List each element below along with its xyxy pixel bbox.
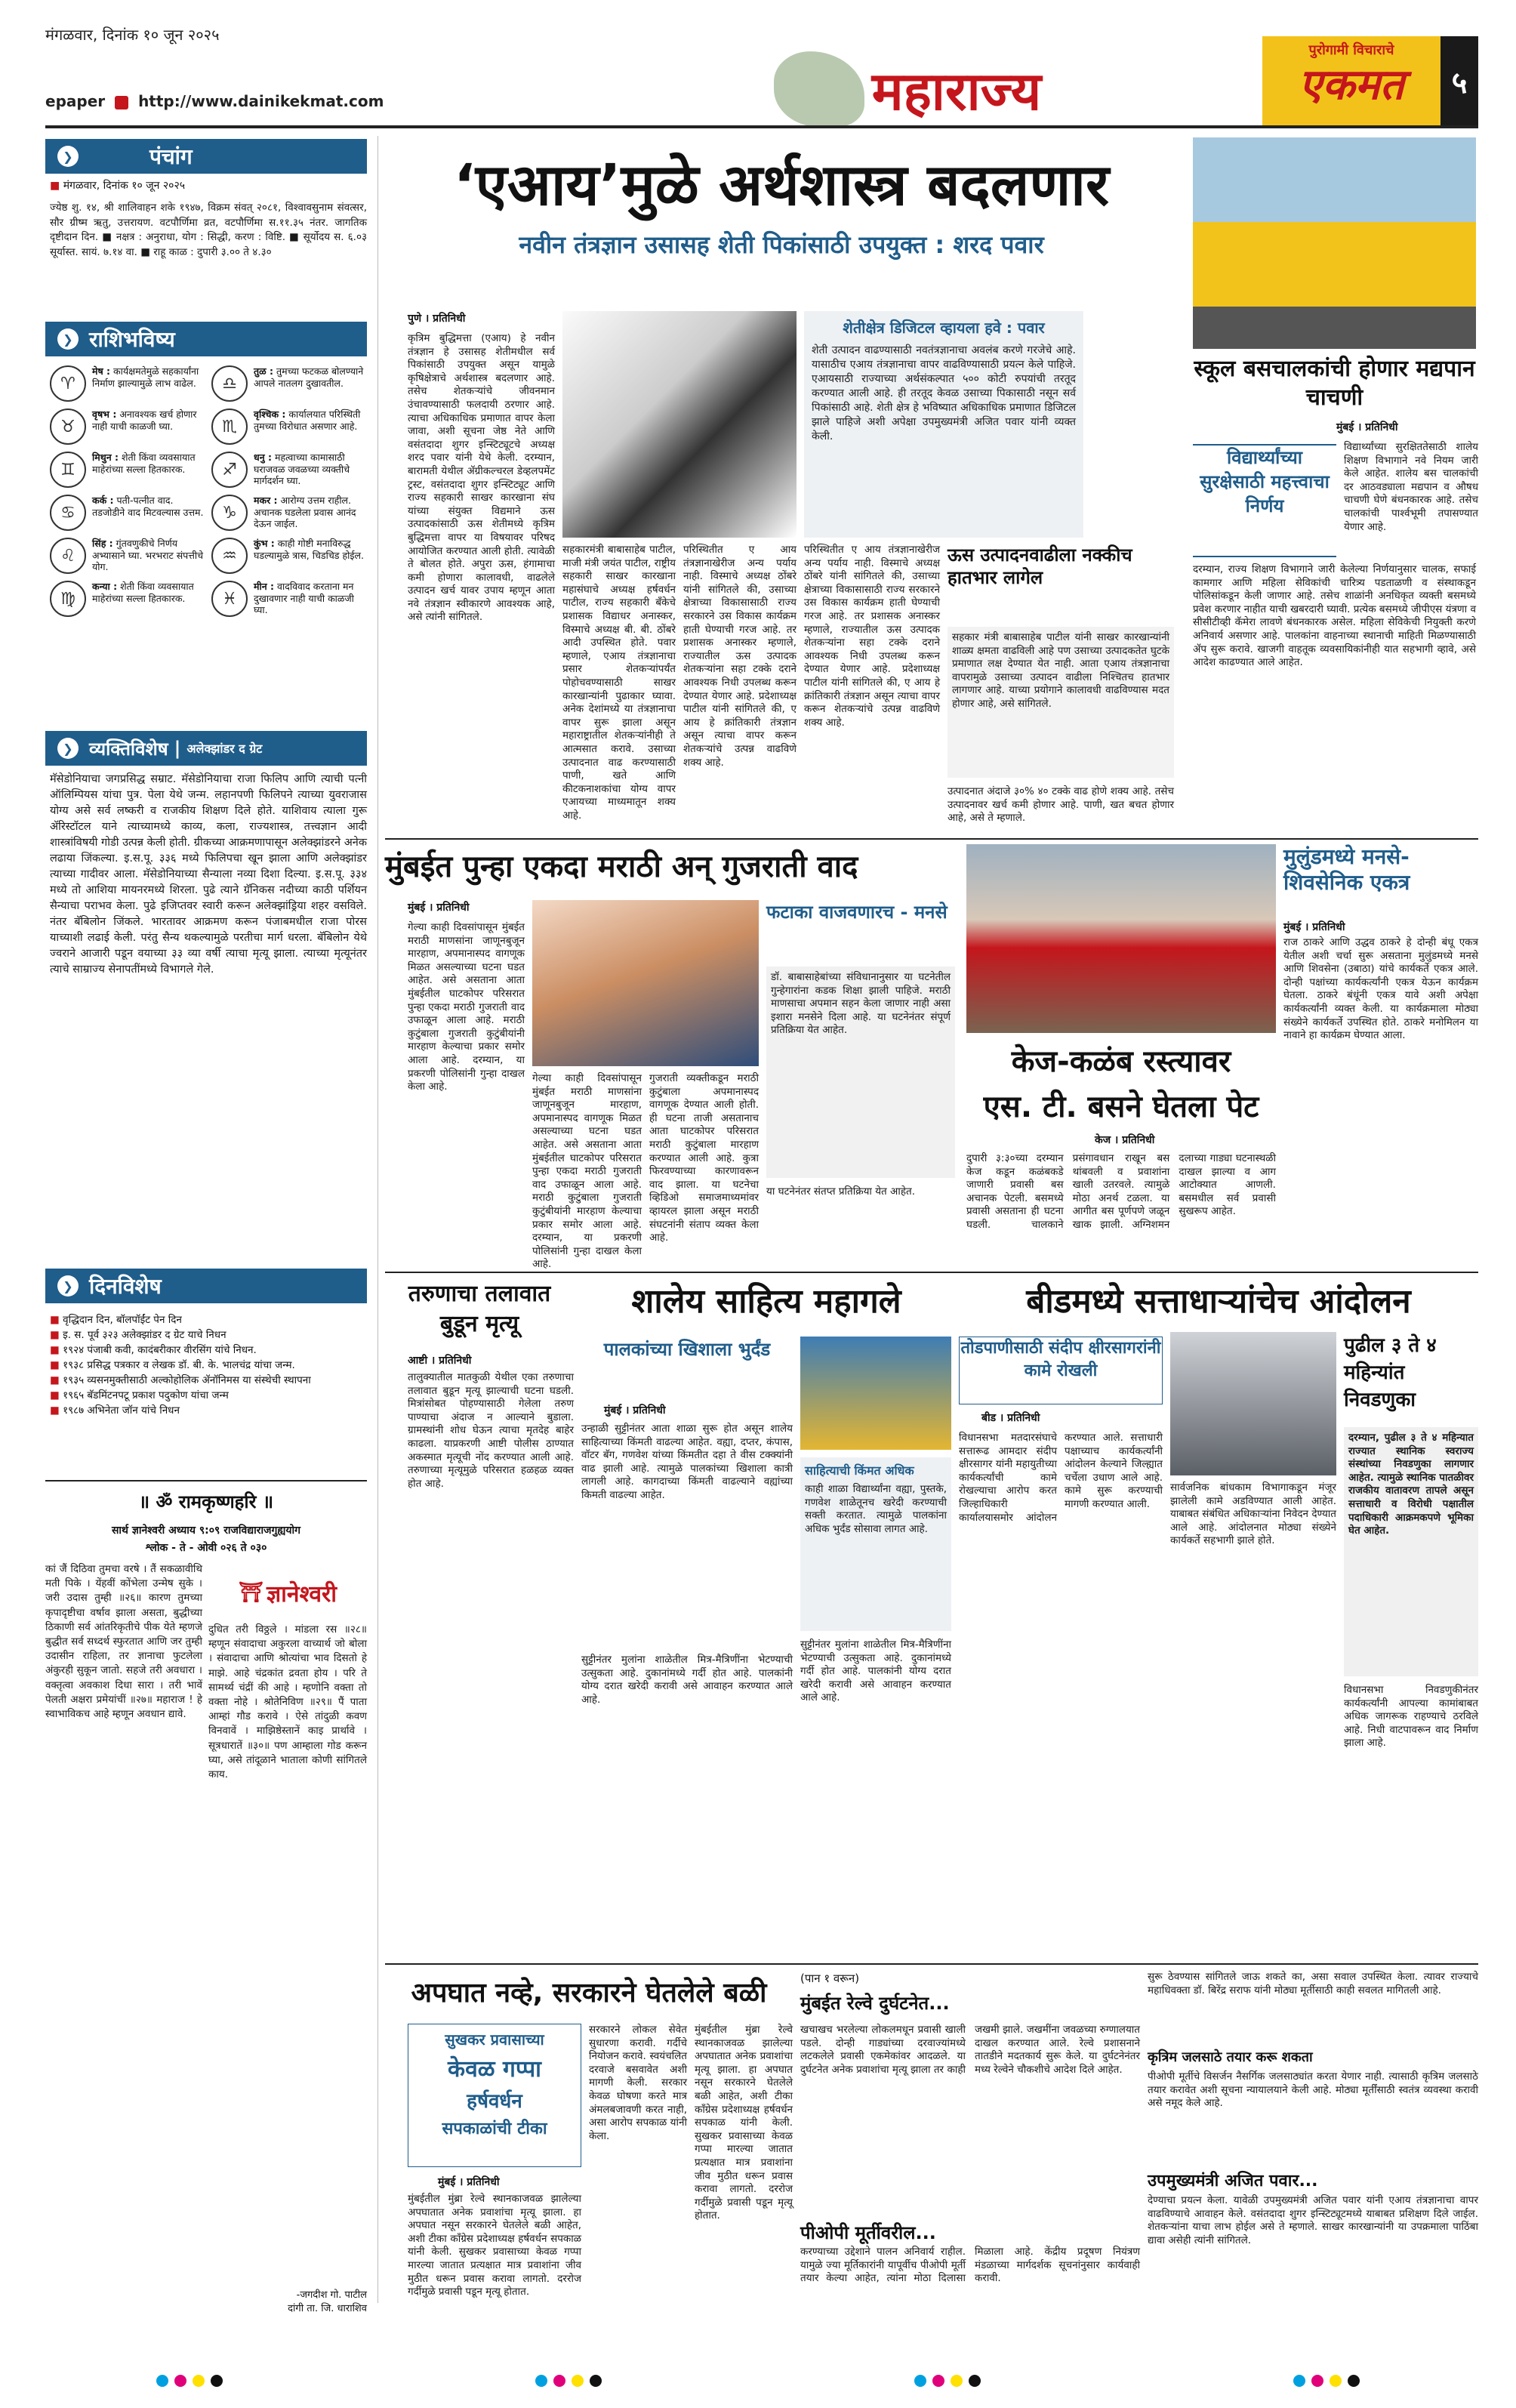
ajit-pawar-heading: उपमुख्यमंत्री अजित पवार... — [1148, 2172, 1318, 2191]
page-number: ५ — [1441, 36, 1478, 125]
temple-icon: ⛩ — [238, 1581, 263, 1604]
gemini-icon: ♊ — [50, 452, 86, 488]
sagittarius-icon: ♐ — [211, 452, 248, 488]
railway-continued: (पान १ वरून) — [800, 1972, 860, 1985]
nivadnuk-headline: पुढील ३ ते ४ महिन्यांत निवडणुका — [1344, 1334, 1437, 1411]
apghat-headline: अपघात नव्हे, सरकारने घेतलेले बळी — [411, 1978, 767, 2009]
ramkrishna-shlok: श्लोक - ते - ओवी ०२६ ते ०३० — [145, 1542, 267, 1554]
pop-text: करण्याच्या उद्देशाने पालन अनिवार्य राहील. यामुळे ज्या मूर्तिकारांनी यापूर्वीच पीओपी मूर्ती तयार केल्या आहेत, त्यांना मोठा दिलासा मिळाला आहे. केंद्रीय प्रदूषण नियंत्रण मंडळाच्या मार्गदर्शक सूचनांनुसार कार्यवाही करावी. — [800, 2246, 1140, 2285]
rashi-item — [50, 409, 205, 445]
map-icon — [774, 51, 864, 127]
brand-name: एकमत — [1299, 60, 1404, 109]
rashi-text: शेती किंवा व्यवसायात माहेरांच्या सल्ला हितकारक. — [92, 452, 196, 475]
panchang-date-text: मंगळवार, दिनांक १० जून २०२५ — [63, 180, 186, 192]
sandeep-kshirsagar-photo — [1170, 1332, 1336, 1475]
chevron-right-icon: ❯ — [57, 328, 79, 350]
scorpio-icon: ♏ — [211, 409, 248, 445]
rashi-text: पती-पत्नीत वाद. तडजोडीने वाद मिटवल्यास उत्तम. — [92, 495, 204, 518]
rashi-name: मकर : — [254, 495, 278, 506]
dinvishesh-item: ■ १९६५ बॅडमिंटनपटू प्रकाश पदुकोण यांचा जन्म — [50, 1389, 229, 1401]
rashi-item — [211, 538, 367, 574]
apghat-text: मुंबईतील मुंब्रा रेल्वे स्थानकाजवळ झालेल्या अपघातात अनेक प्रवाशांचा मृत्यू झाला. हा अपघात नसून सरकारने घेतलेले बळी आहेत, अशी टीका काँग्रेस प्रदेशाध्यक्ष हर्षवर्धन सपकाळ यांनी केली. सुखकर प्रवासाच्या केवळ गप्पा मारल्या जातात प्रत्यक्षात मात्र प्रवाशांना जीव मुठीत धरून प्रवास करावा लागतो. दररोज गर्दीमुळे प्रवासी पडून मृत्यू होतात. — [408, 2193, 581, 2299]
rashi-text: गुंतवणुकीचे निर्णय अभ्यासाने घ्या. भरभराट संपत्तीचे योग. — [92, 538, 204, 572]
rashi-item — [50, 365, 205, 402]
rashi-text: महत्वाच्या कामासाठी घराजवळ जवळच्या व्यक्तीचे मार्गदर्शन घ्या. — [254, 452, 350, 486]
shaley-headline: शालेय साहित्य महागले — [631, 1282, 901, 1321]
beed-byline: बीड । प्रतिनिधी — [981, 1412, 1040, 1424]
rashi-name: कन्या : — [92, 581, 118, 592]
rashi-name: मेष : — [92, 365, 111, 377]
rashi-item — [211, 452, 367, 488]
nivadnuk-text-2: विधानसभा निवडणुकीनंतर कार्यकर्त्यांनी आपल्या कामांबाबत अधिक जागरूक राहण्याचे ठरविले आहे. निधी वाटपावरून वाद निर्माण झाला आहे. — [1344, 1684, 1478, 1750]
leo-icon: ♌ — [50, 538, 86, 574]
chevron-right-icon: ❯ — [57, 738, 79, 759]
libra-icon: ♎ — [211, 365, 248, 402]
aries-icon: ♈ — [50, 365, 86, 402]
fatka-text-2: या घटनेनंतर संतप्त प्रतिक्रिया येत आहेत. — [766, 1186, 915, 1198]
mulund-byline: मुंबई । प्रतिनिधी — [1283, 921, 1345, 933]
brand-logo — [1262, 36, 1441, 125]
ai-box-title: शेतीक्षेत्र डिजिटल व्हायला हवे : पवार — [843, 319, 1045, 337]
section-rule — [385, 1272, 1478, 1273]
brand-tagline: पुरोगामी विचाराचे — [1308, 42, 1394, 58]
mumbai-vad-col-1: गेल्या काही दिवसांपासून मुंबईत मराठी माणसांना जाणूनबुजून मारहाण, अपमानास्पद वागणूक मिळत असल्याच्या घटना घडत आहेत. असे असताना आता मुंबईतील घाटकोपर परिसरात पुन्हा एकदा मराठी गुजराती वाद उफाळून आला आहे. मराठी कुटुंबाला गुजराती कुटुंबीयांनी मारहाण केल्याचा प्रकार समोर आला आहे. दरम्यान, या प्रकरणी पोलिसांनी गुन्हा दाखल केला आहे. — [408, 921, 525, 1093]
tarun-headline — [385, 1279, 574, 1347]
dinvishesh-item: ■ १९३५ व्यसनमुक्तीसाठी अल्कोहोलिक ॲनॉनिमस या संस्थेची स्थापना — [50, 1374, 311, 1386]
rashi-text: काही गोष्टी मनाविरुद्ध घडल्यामुळे त्रास, चिडचिड होईल. — [254, 538, 364, 561]
nivadnuk-text: दरम्यान, पुढील ३ ते ४ महिन्यात राज्यात स्थानिक स्वराज्य संस्थांच्या निवडणुका लागणार आहेत. त्यामुळे स्थानिक पातळीवर राजकीय वातावरण तापले असून सत्ताधारी व विरोधी पक्षातील पदाधिकारी आक्रमकपणे भूमिका घेत आहेत. — [1344, 1427, 1478, 1676]
virgo-icon: ♍ — [50, 581, 86, 617]
main-col-3: परिस्थितीत ए आय तंत्रज्ञानाखेरीज अन्य पर्याय नाही. विस्माचे अध्यक्ष ठोंबरे यांनी सांगितले की, उसाच्या क्षेत्राच्या विकासासाठी राज्य सरकारने उस विकास कार्यक्रम हाती घेण्याची गरज आहे. तर प्रशासक अनास्कर म्हणाले, राज्यातील ऊस उत्पादक शेतकऱ्यांना सहा टक्के दराने आवश्यक निधी उपलब्ध करून देण्यात येणार आहे. प्रदेशाध्यक्ष पाटील यांनी सांगितले की, ए आय हे क्रांतिकारी तंत्रज्ञान असून त्याचा वापर करून शेतकऱ्यांचे उत्पन्न वाढविणे शक्य आहे. — [804, 544, 940, 729]
rashi-name: कुंभ : — [254, 538, 275, 549]
ramkrishna-title: ॥ ॐ रामकृष्णहरि ॥ — [138, 1491, 274, 1512]
dinvishesh-title: दिनविशेष — [89, 1274, 162, 1299]
school-supplies-photo — [800, 1337, 951, 1450]
rashi-title: राशिभविष्य — [89, 327, 175, 352]
main-col-2b: परिस्थितीत ए आय तंत्रज्ञानाखेरीज अन्य पर्याय नाही. विस्माचे अध्यक्ष ठोंबरे यांनी सांगितले की, उसाच्या क्षेत्राच्या विकासासाठी राज्य सरकारने उस विकास कार्यक्रम हाती घेण्याची गरज आहे. तर प्रशासक अनास्कर म्हणाले, राज्यातील ऊस उत्पादक शेतकऱ्यांना सहा टक्के दराने आवश्यक निधी उपलब्ध करून देण्यात येणार आहे. प्रदेशाध्यक्ष पाटील यांनी सांगितले की, ए आय हे क्रांतिकारी तंत्रज्ञान असून त्याचा वापर करून शेतकऱ्यांचे उत्पन्न वाढविणे शक्य आहे. — [683, 544, 797, 769]
sharad-pawar-photo — [562, 311, 797, 538]
school-bus-byline: मुंबई । प्रतिनिधी — [1336, 421, 1398, 433]
apghat-side-title-1: सुखकर प्रवासाच्या — [445, 2030, 544, 2049]
school-bus-side-title: विद्यार्थ्यांच्या सुरक्षेसाठी महत्त्वाचा निर्णय — [1193, 444, 1336, 557]
rashi-item — [211, 495, 367, 531]
mulund-text: राज ठाकरे आणि उद्धव ठाकरे हे दोन्ही बंधू एकत्र येतील अशी चर्चा सुरू असताना मुलुंडमध्ये मनसे आणि शिवसेना (उबाठा) यांचे कार्यकर्ते एकत्र आले. दोन्ही पक्षांच्या कार्यकर्त्यांनी एकत्र येऊन कार्यक्रम घेतला. ठाकरे बंधूंनी एकत्र यावे अशी अपेक्षा कार्यकर्त्यांनी व्यक्त केली. या कार्यक्रमाला मोठ्या संख्येने कार्यकर्ते उपस्थित होते. ठाकरे मनोमिलन या नावाने हा कार्यक्रम घेण्यात आला. — [1283, 936, 1478, 1042]
epaper-icon — [115, 96, 128, 109]
chevron-right-icon: ❯ — [57, 1275, 79, 1296]
school-bus-text-1: विद्यार्थ्यांच्या सुरक्षिततेसाठी शालेय शिक्षण विभागाने नवे नियम जारी केले आहेत. शालेय बस चालकांची दर आठवड्याला मद्यपान व औषध चाचणी घेणे बंधनकारक आहे. तसेच चालकांची पार्श्वभूमी तपासण्यात येणार आहे. — [1344, 441, 1478, 533]
rashi-item — [211, 409, 367, 445]
apghat-text-3: मुंबईतील मुंब्रा रेल्वे स्थानकाजवळ झालेल्या अपघातात अनेक प्रवाशांचा मृत्यू झाला. हा अपघात नसून सरकारने घेतलेले बळी आहेत, अशी टीका काँग्रेस प्रदेशाध्यक्ष हर्षवर्धन सपकाळ यांनी केली. सुखकर प्रवासाच्या केवळ गप्पा मारल्या जातात प्रत्यक्षात मात्र प्रवाशांना जीव मुठीत धरून प्रवास करावा लागतो. दररोज गर्दीमुळे प्रवासी पडून मृत्यू होतात. — [695, 2024, 793, 2222]
section-rule — [385, 838, 1478, 840]
main-headline: ‘एआय’मुळे अर्थशास्त्र बदलणार — [453, 151, 1110, 218]
rashi-item — [50, 452, 205, 488]
mumbai-vad-byline: मुंबई । प्रतिनिधी — [408, 902, 470, 914]
shaley-text: उन्हाळी सुट्टीनंतर आता शाळा सुरू होत असून शालेय साहित्याच्या किंमती वाढल्या आहेत. वह्या, दप्तर, कंपास, वॉटर बॅग, गणवेश यांच्या किंमतीत दहा ते वीस टक्क्यांनी वाढ झाली आहे. त्यामुळे पालकांच्या खिशाला कात्री लागली आहे. कागदाच्या किंमती वाढल्याने वह्यांच्या किमती वाढल्या आहेत. — [581, 1423, 793, 1501]
shaley-box — [800, 1457, 951, 1631]
shaley-box-title: साहित्याची किंमत अधिक — [805, 1463, 914, 1478]
pop-headline: पीओपी मूर्तीवरील... — [800, 2222, 936, 2243]
header-date — [45, 24, 438, 47]
print-registration-marks — [0, 2371, 1516, 2394]
main-col-1: कृत्रिम बुद्धिमत्ता (एआय) हे नवीन तंत्रज्ञान हे उसासह शेतीमधील सर्व पिकांसाठी उपयुक्त असून यामुळे कृषिक्षेत्राचे अर्थशास्त्र बदलणार आहे. तसेच शेतकऱ्यांचे जीवनमान उंचावण्यासाठी फलदायी ठरणार आहे. त्याचा अधिकाधिक प्रमाणात वापर केला जावा, अशी सूचना जेष्ठ नेते आणि वसंतदादा शुगर इन्स्टिट्यूटचे अध्यक्ष शरद पवार यांनी येथे केली. दरम्यान, बारामती येथील ॲग्रीकल्चरल डेव्हलपमेंट ट्रस्ट, वसंतदादा शुगर इन्स्टिट्यूट आणि राज्य सहकारी साखर कारखाना संघ यांच्या संयुक्त विद्यमाने ऊस उत्पादकांसाठी ऊस शेतीमध्ये कृत्रिम बुद्धिमत्ता वापर या विषयावर परिषद आयोजित करण्यात आली होती. त्यावेळी ते बोलत होते. अपुरा ऊस, हंगामाचा कमी होणारा कालावधी, वाढलेले उत्पादन खर्च यावर उपाय म्हणून आता नवे तंत्रज्ञान स्वीकारणे आवश्यक आहे, असे त्यांनी सांगितले. — [408, 332, 555, 624]
panchang-title: पंचांग — [149, 144, 193, 169]
dinvishesh-list — [50, 1312, 367, 1471]
rashi-name: वृषभ : — [92, 409, 117, 420]
rashi-right-column — [211, 365, 367, 773]
beed-text-2: सार्वजनिक बांधकाम विभागाकडून मंजूर झालेली कामे अडविण्यात आली आहेत. याबाबत संबंधित अधिकाऱ्यांना निवेदन देण्यात आले आहे. आंदोलनात मोठ्या संख्येने कार्यकर्ते सहभागी झाले होते. — [1170, 1481, 1336, 1547]
main-col-2: सहकारमंत्री बाबासाहेब पाटील, माजी मंत्री जयंत पाटील, राष्ट्रीय सहकारी साखर कारखाना महासंघाचे अध्यक्ष हर्षवर्धन पाटील, राज्य सहकारी बँकेचे प्रशासक विद्याधर अनास्कर, विस्माचे अध्यक्ष बी. बी. ठोंबरे आदी उपस्थित होते. पवार म्हणाले, एआय तंत्रज्ञानाचा प्रसार शेतकऱ्यांपर्यंत पोहोचवण्यासाठी साखर कारखान्यांनी पुढाकार घ्यावा. अनेक देशांमध्ये या तंत्रज्ञानाचा वापर सुरू झाला असून महाराष्ट्रातील शेतकऱ्यांनीही ते आत्मसात करावे. उसाच्या उत्पादनात वाढ करण्यासाठी पाणी, खते आणि कीटकनाशकांचा योग्य वापर एआयच्या माध्यमातून शक्य आहे. — [562, 544, 676, 822]
rashi-text: तुमच्या फटकळ बोलण्याने आपले नातलग दुखावतील. — [254, 365, 364, 389]
shaley-text-2: सुट्टीनंतर मुलांना शाळेतील मित्र-मैत्रिणींना भेटण्याची उत्सुकता आहे. दुकानांमध्ये गर्दी होत आहे. पालकांनी योग्य दरात खरेदी करावी असे आवाहन करण्यात आले आहे. — [800, 1639, 951, 1704]
aquarius-icon: ♒ — [211, 538, 248, 574]
dinvishesh-item: ■ १९८७ अभिनेता जॉन यांचे निधन — [50, 1404, 180, 1417]
apghat-byline: मुंबई । प्रतिनिधी — [438, 2176, 500, 2188]
rashi-text: आरोग्य उत्तम राहील. अचानक घडलेला प्रवास आनंद देऊन जाईल. — [254, 495, 356, 529]
vyakti-title: व्यक्तिविशेष — [89, 738, 168, 760]
rashi-item — [211, 365, 367, 402]
st-bus-headline-1: केज-कळंब रस्त्यावर — [1011, 1044, 1231, 1079]
tarun-byline: आष्टी । प्रतिनिधी — [408, 1355, 472, 1367]
pisces-icon: ♓ — [211, 581, 248, 617]
rashi-text: शेती किंवा व्यवसायात माहेरांच्या सल्ला हितकारक. — [92, 581, 194, 604]
apghat-side-title-4: सपकाळांची टीका — [442, 2120, 547, 2138]
tarun-headline-1: तरुणाचा तलावात — [408, 1281, 551, 1307]
rashi-name: मिथुन : — [92, 452, 119, 463]
ramkrishna-section — [45, 1480, 367, 2314]
mumbai-vad-col-3: गुजराती व्यक्तीकडून मराठी कुटुंबाला अपमानास्पद वागणूक देण्यात आली होती. ही घटना ताजी असतानाच आता घाटकोपर परिसरात मराठी कुटुंबाला मारहाण करण्यात आली आहे. कुत्रा फिरवण्याच्या कारणावरून वाद झाला. या घटनेचा व्हिडिओ समाजमाध्यमांवर व्हायरल झाला असून मराठी संघटनांनी संताप व्यक्त केला आहे. — [649, 1072, 759, 1244]
section-title: महाराज्य — [871, 60, 1042, 122]
column-divider — [377, 136, 378, 2303]
us-box-title: ऊस उत्पादनवाढीला नक्कीच हातभार लागेल — [948, 544, 1132, 588]
rashi-name: कर्क : — [92, 495, 114, 506]
cancer-icon: ♋ — [50, 495, 86, 531]
dnyaneshwari-logo: ⛩ ज्ञानेश्वरी — [238, 1580, 337, 1608]
chevron-right-icon: ❯ — [57, 146, 79, 167]
mumbai-vad-col-2: गेल्या काही दिवसांपासून मुंबईत मराठी माणसांना जाणूनबुजून मारहाण, अपमानास्पद वागणूक मिळत असल्याच्या घटना घडत आहेत. असे असताना आता मुंबईतील घाटकोपर परिसरात पुन्हा एकदा मराठी गुजराती वाद उफाळून आला आहे. मराठी कुटुंबाला गुजराती कुटुंबीयांनी मारहाण केल्याचा प्रकार समोर आला आहे. दरम्यान, या प्रकरणी पोलिसांनी गुन्हा दाखल केला आहे. — [532, 1072, 642, 1271]
school-bus-text-2: दरम्यान, राज्य शिक्षण विभागाने जारी केलेल्या निर्णयानुसार चालक, सफाई कामगार आणि महिला सेविकांची चारित्र्य पडताळणी व संस्थाकडून पोलिसांकडून केली जाणार आहे. तसेच शाळांनी अनधिकृत व्यक्ती बसमध्ये प्रवेश करणार नाहीत याची खबरदारी घ्यावी. प्रत्येक बसमध्ये जीपीएस यंत्रणा व सीसीटीव्ही कॅमेरा लावणे बंधनकारक असेल. महिला सेविकेची नियुक्ती करणे अनिवार्य असणार आहे. पालकांना वाहनाच्या स्थानाची माहिती मिळण्यासाठी ॲप सुरू करावे. खाजगी वाहतूक व्यवसायिकांनीही यात सहभागी व्हावे, असे आदेश काढण्यात आले आहेत. — [1193, 563, 1476, 669]
beed-headline: बीडमध्ये सत्ताधाऱ्यांचेच आंदोलन — [1026, 1282, 1411, 1321]
beed-side-title: तोडपाणीसाठी संदीप क्षीरसागरांनी कामे रोखली — [959, 1337, 1163, 1404]
kritrim-jalsathe-text: पीओपी मूर्तीचे विसर्जन नैसर्गिक जलसाठ्यांत करता येणार नाही. त्यासाठी कृत्रिम जलसाठे तयार करावेत अशी सूचना न्यायालयाने केली आहे. मोठ्या मूर्तींसाठी स्वतंत्र व्यवस्था करावी असे नमूद केले आहे. — [1148, 2070, 1478, 2110]
rashi-name: तुळ : — [254, 365, 273, 377]
shaley-byline: मुंबई । प्रतिनिधी — [604, 1404, 666, 1417]
ajit-pawar-text: देण्याचा प्रयत्न केला. यावेळी उपमुख्यमंत्री अजित पवार यांनी एआय तंत्रज्ञानाचा वापर वाढविण्याचे आवाहन केले. वसंतदादा शुगर इन्स्टिट्यूटमध्ये याबाबत प्रशिक्षण दिले जाईल. शेतकऱ्यांना याचा लाभ होईल असे ते म्हणाले. साखर कारखान्यांनी या उपक्रमाला पाठिंबा द्यावा असेही त्यांनी सांगितले. — [1148, 2194, 1478, 2246]
fatka-text: डॉ. बाबासाहेबांच्या संविधानानुसार या घटनेतील गुन्हेगारांना कडक शिक्षा झाली पाहिजे. मराठी माणसाचा अपमान सहन केला जाणार नाही असा इशारा मनसेने दिला आहे. या घटनेनंतर संपूर्ण प्रतिक्रिया येत आहेत. — [766, 967, 955, 1178]
rashi-text: कार्यक्षमतेमुळे सहकार्यांना निर्माण झाल्यामुळे लाभ वाढेल. — [92, 365, 199, 389]
pop-continued-text: सुरू ठेवण्यास सांगितले जाऊ शकते का, असा सवाल उपस्थित केला. त्यावर राज्याचे महाधिवक्ता डॉ. बिरेंद्र सराफ यांनी मोठ्या मूर्तीसाठी काही सवलत मागितली आहे. — [1148, 1971, 1478, 1996]
rashi-header — [45, 322, 367, 356]
panchang-date: ■ मंगळवार, दिनांक १० जून २०२५ — [50, 180, 186, 192]
rashi-text: अनावश्यक खर्च होणार नाही याची काळजी घ्या. — [92, 409, 197, 432]
rashi-name: धनु : — [254, 452, 272, 463]
rashi-name: वृश्चिक : — [254, 409, 286, 420]
apghat-side-box — [408, 2024, 581, 2167]
rashi-item — [211, 581, 367, 617]
mumbai-vad-headline: मुंबईत पुन्हा एकदा मराठी अन् गुजराती वाद — [385, 849, 858, 884]
fight-illustration — [532, 900, 759, 1066]
apghat-side-title-3: हर्षवर्धन — [467, 2090, 522, 2113]
tarun-text: तालुक्यातील मातकुळी येथील एका तरुणाचा तलावात बुडून मृत्यू झाल्याची घटना घडली. मित्रांसोबत पोहण्यासाठी गेलेला तरुण पाण्याचा अंदाज न आल्याने बुडाला. ग्रामस्थांनी शोध घेऊन त्याचा मृतदेह बाहेर काढला. याप्रकरणी आष्टी पोलीस ठाण्यात अकस्मात मृत्यूची नोंद करण्यात आली आहे. तरुणाच्या मृत्यूमुळे परिसरात हळहळ व्यक्त होत आहे. — [408, 1371, 574, 1490]
dinvishesh-item: ■ १९२४ पंजाबी कवी, कादंबरीकार वीरसिंग यांचे निधन. — [50, 1344, 257, 1356]
rashi-item — [50, 495, 205, 531]
dinvishesh-item: ■ इ. स. पूर्व ३२३ अलेक्झांडर द ग्रेट याचे निधन — [50, 1329, 226, 1341]
main-subhead: नवीन तंत्रज्ञान उसासह शेती पिकांसाठी उपयुक्त : शरद पवार — [519, 230, 1044, 259]
ramkrishna-author-place: दांगी ता. जि. धाराशिव — [288, 2303, 367, 2314]
vyakti-subtitle: अलेक्झांडर द ग्रेट — [186, 742, 263, 756]
ramkrishna-left-text: कां जैं दिठिवा तुमचा वरषे । तैं सकळावीथि मती पिके । येंहवीं कोंभेला उन्मेष सुके । जरी उदास तुम्ही ॥२६॥ कारण तुमच्या कृपादृष्टीचा वर्षाव झाला असता, बुद्धीच्या ठिकाणी सर्व आंतरिकृतीचे पीक येते म्हणजे बुद्धीत सर्व सध्दर्थ स्फुरतात आणि जर तुम्ही उदासीन राहिला, तर ज्ञानाचा फुटलेला अंकुरही सुकून जातो. सहजे तरी अवधारा । वक्तृत्वा अवकाश दिधा सारा । तरी भावें पेलती अक्षरा प्रमेयांचीं ॥२७॥ महाराज ! हे स्वाभाविकच आहे म्हणून अवधान द्यावे. — [45, 1563, 202, 1721]
main-byline: पुणे । प्रतिनिधी — [408, 313, 466, 325]
railway-text: खचाखच भरलेल्या लोकलमधून प्रवासी खाली पडले. दोन्ही गाड्यांच्या दरवाज्यांमध्ये लटकलेले प्रवासी एकमेकांवर आदळले. या दुर्घटनेत अनेक प्रवाशांचा मृत्यू झाला तर काही जखमी झाले. जखमींना जवळच्या रुग्णालयात दाखल करण्यात आले. रेल्वे प्रशासनाने तातडीने मदतकार्य सुरू केले. या दुर्घटनेनंतर मध्य रेल्वेने चौकशीचे आदेश दिले आहेत. — [800, 2024, 1140, 2076]
railway-headline: मुंबईत रेल्वे दुर्घटनेत... — [800, 1993, 950, 2014]
rashi-item — [50, 581, 205, 617]
dinvishesh-item: ■ १९३८ प्रसिद्ध पत्रकार व लेखक डॉ. बी. के. भालचंद्र यांचा जन्म. — [50, 1359, 295, 1371]
st-bus-byline: केज । प्रतिनिधी — [1095, 1134, 1155, 1146]
capricorn-icon: ♑ — [211, 495, 248, 531]
rashi-name: मीन : — [254, 581, 275, 592]
ai-box — [804, 311, 1083, 538]
st-bus-photo — [966, 844, 1276, 1033]
header-epaper — [45, 92, 438, 115]
rashi-text: कार्यालयात परिस्थिती तुमच्या विरोधात असणार आहे. — [254, 409, 361, 432]
section-masthead — [673, 44, 1142, 134]
shaley-text-3: सुट्टीनंतर मुलांना शाळेतील मित्र-मैत्रिणींना भेटण्याची उत्सुकता आहे. दुकानांमध्ये गर्दी होत आहे. पालकांनी योग्य दरात खरेदी करावी असे आवाहन करण्यात आले आहे. — [581, 1654, 793, 1706]
school-bus-headline: स्कूल बसचालकांची होणार मद्यपान चाचणी — [1194, 356, 1475, 411]
header-date-text: मंगळवार, दिनांक १० जून २०२५ — [45, 26, 220, 44]
panchang-header — [45, 139, 367, 174]
school-bus-photo — [1193, 137, 1476, 349]
rashi-left-column — [50, 365, 205, 773]
st-bus-text: दुपारी ३:३०च्या दरम्यान केज कडून कळंबकडे जाणारी प्रवासी बस अचानक पेटली. बसमध्ये प्रवासी असताना ही घटना घडली. चालकाने प्रसंगावधान राखून बस थांबवली व प्रवाशांना खाली उतरवले. त्यामुळे मोठा अनर्थ टळला. या आगीत बस पूर्णपणे जळून खाक झाली. अग्निशमन दलाच्या गाड्या घटनास्थळी दाखल झाल्या व आग आटोक्यात आणली. बसमधील सर्व प्रवासी सुखरूप आहेत. — [966, 1152, 1276, 1231]
rashi-item — [50, 538, 205, 574]
ramkrishna-author: -जगदीश गो. पाटील — [296, 2289, 367, 2301]
header-rule — [45, 125, 1478, 128]
dinvishesh-header — [45, 1269, 367, 1303]
ramkrishna-right-text: दुधित तरी विठ्ठले । मांडला रस ॥२८॥ म्हणून संवादाचा अकुरला वाच्यार्थ जो बोला । संवादाचा आणि श्रोत्यांचा भाव दिसतो हे माझे. आहे चंद्रकांत द्रवता होय । परि ते सामर्थ्य चंद्रीं की आहे । म्हणोनि वक्ता तो वक्ता नोहे । श्रोतेनिविण ॥२९॥ पैं पाता आम्हां गौड करावे । ऐसे तांदुळी कवण विनवावें । माझिष्ठेस्तानें काइ प्रार्थावे । सूत्रधारातें ॥३०॥ पण आम्हाला गोड करून घ्या, असे तांदूळाने भाताला कोणी सांगितले काय. — [208, 1623, 367, 1781]
epaper-label: epaper — [45, 92, 106, 110]
apghat-text-2: सरकारने लोकल सेवेत सुधारणा करावी. गर्दीचे नियोजन करावे. स्वयंचलित दरवाजे बसवावेत अशी मागणी केली. सरकार केवळ घोषणा करते मात्र अंमलबजावणी करत नाही, असा आरोप सपकाळ यांनी केला. — [589, 2024, 687, 2142]
shaley-box-text: काही शाळा विद्यार्थ्यांना वह्या, पुस्तके, गणवेश शाळेतूनच खरेदी करण्याची सक्ती करतात. त्यामुळे पालकांना अधिक भुर्दंड सोसावा लागत आहे. — [805, 1483, 947, 1535]
panchang-text: ज्येष्ठ शु. १४, श्री शालिवाहन शके १९४७, विक्रम संवत् २०८१, विश्वावसुनाम संवत्सर, सौर ग्रीष्म ऋतु, उत्तरायण. वटपौर्णिमा व्रत, वटपौर्णिमा स.११.३५ नंतर. जागतिक दृष्टीदान दिन. ■ नक्षत्र : अनुराधा, योग : सिद्धी, करण : विष्टि. ■ सूर्योदय स. ६.०३ सूर्यास्त. सायं. ७.१४ वा. ■ राहू काळ : दुपारी ३.०० ते ४.३० — [50, 202, 367, 258]
ai-box-text: शेती उत्पादन वाढण्यासाठी नवतंत्रज्ञानाचा अवलंब करणे गरजेचे आहे. यासाठीच एआय तंत्रज्ञानाचा वापर वाढविण्यासाठी प्रयत्न केले पाहिजे. एआयसाठी राज्याच्या अर्थसंकल्पात ५०० कोटी रुपयांची तरतूद करण्यात आली आहे. ही तरतूद केवळ उसाच्या पिकासाठी नसून सर्व पिकांसाठी आहे. शेती क्षेत्र हे भविष्यात अधिकाधिक प्रमाणात डिजिटल झाले पाहिजे अशी अपेक्षा उपमुख्यमंत्री अजित पवार यांनी व्यक्त केली. — [812, 344, 1076, 442]
taurus-icon: ♉ — [50, 409, 86, 445]
shaley-side-title: पालकांच्या खिशाला भुर्दंड — [603, 1339, 771, 1360]
epaper-link[interactable]: http://www.dainikekmat.com — [138, 92, 384, 110]
us-box-text-2: उत्पादनात अंदाजे ३०% ४० टक्के वाढ होणे शक्य आहे. तसेच उत्पादनावर खर्च कमी होणार आहे. पाणी, खत बचत होणार आहे, असे ते म्हणाले. — [948, 785, 1174, 825]
vyakti-text: मॅसेडोनियाचा जगप्रसिद्ध सम्राट. मॅसेडोनियाचा राजा फिलिप आणि त्याची पत्नी ऑलिम्पियस यांचा पुत्र. पेला येथे जन्म. लहानपणी फिलिपने त्याच्या युवराजास योग्य असे सर्व लष्करी व राजकीय शिक्षण दिले होते. याशिवाय त्याला गुरू ॲरिस्टॉटल याने त्याच्यामध्ये काव्य, कला, राज्यशास्त्र, तत्त्वज्ञान आदी शास्त्रांविषयी गोडी उत्पन्न केली होती. ग्रीकच्या आक्रमणापासून अलेक्झांडरने अनेक लढाया जिंकल्या. इ.स.पू. ३३६ मध्ये फिलिपचा खून झाला आणि अलेक्झांडर त्याच्या गादीवर आला. मॅसेडोनियाच्या सैन्याला नव्या दिशा दिल्या. इ.स.पू. ३३४ मध्ये तो आशिया मायनरमध्ये शिरला. पुढे त्याने ग्रॅनिकस नदीच्या काठी पर्शियन सैन्याचा पराभव केला. पुढे इजिप्तवर स्वारी करून अलेक्झांड्रिया शहर वसविले. नंतर बॅबिलोन जिंकले. भारतावर आक्रमण करून पंजाबमधील राजा पोरस याच्याशी लढाई केली. परंतु सैन्य थकल्यामुळे परतीचा मार्ग धरला. बॅबिलोन येथे ज्वराने आजारी पडून वयाच्या ३३ व्या वर्षी त्याचा मृत्यू झाला. त्याच्या मृत्यूनंतर त्याचे साम्राज्य सेनापतींमध्ये विभागले गेले. — [50, 773, 367, 976]
rashi-name: सिंह : — [92, 538, 113, 549]
tarun-headline-2: बुडून मृत्यू — [439, 1311, 519, 1337]
rashi-text: वादविवाद करताना मन दुखावणार नाही याची काळजी घ्या. — [254, 581, 354, 615]
vyakti-header: ❯ व्यक्तिविशेष | अलेक्झांडर द ग्रेट — [45, 731, 367, 766]
section-rule — [385, 1963, 1478, 1965]
dinvishesh-item: ■ वृद्धिदान दिन, बॉलपॉईंट पेन दिन — [50, 1314, 182, 1326]
st-bus-headline-2: एस. टी. बसने घेतला पेट — [983, 1090, 1259, 1124]
apghat-side-title-2: केवळ गप्पा — [448, 2056, 541, 2083]
ramkrishna-subtitle: सार्थ ज्ञानेश्वरी अध्याय ९:०९ राजविद्याराजगुह्ययोग — [111, 1525, 301, 1537]
us-box-text: सहकार मंत्री बाबासाहेब पाटील यांनी साखर कारखान्यांनी शाळ्य क्षमता वाढविली आहे पण उसाच्या उत्पादकतेत घुटके प्रमाणात लक्ष देण्यात येत नाही. आता एआय तंत्रज्ञानाचा वापरामुळे उसाच्या उत्पादन वाढीला निश्चितच हातभार लागणार आहे. याच्या प्रयोगाने कालावधी वाढविण्यास मदत होणार आहे, असे सांगितले. — [948, 627, 1174, 778]
fatka-title: फटाका वाजवणारच - मनसे — [766, 902, 948, 923]
mulund-headline: मुलुंडमध्ये मनसे-शिवसेनिक एकत्र — [1283, 844, 1410, 895]
beed-text: विधानसभा मतदारसंघाचे सत्तारूढ आमदार संदीप क्षीरसागर यांनी महायुतीच्या कार्यकर्त्यांची कामे रोखल्याचा आरोप करत जिल्हाधिकारी कार्यालयासमोर आंदोलन करण्यात आले. सत्ताधारी पक्षाच्याच कार्यकर्त्यांनी आंदोलन केल्याने जिल्ह्यात चर्चेला उधाण आले आहे. कामे सुरू करण्याची मागणी करण्यात आली. — [959, 1432, 1163, 1524]
kritrim-jalsathe-heading: कृत्रिम जलसाठे तयार करू शकता — [1148, 2049, 1313, 2065]
